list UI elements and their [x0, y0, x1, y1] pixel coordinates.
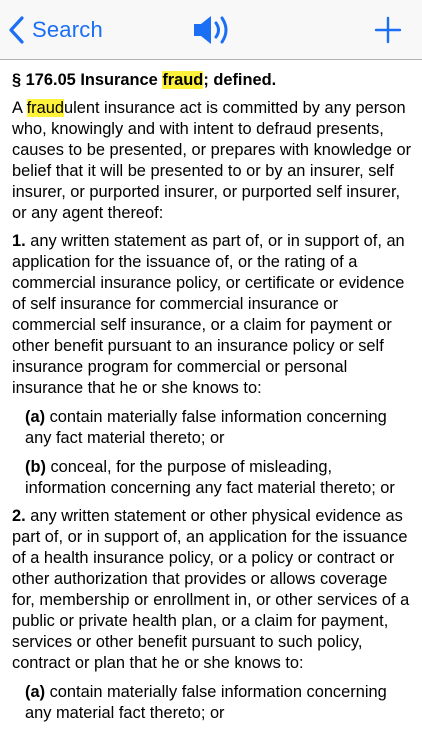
- search-highlight: fraud: [26, 99, 64, 117]
- navigation-bar: [0, 0, 422, 60]
- statute-text: [12, 60, 412, 724]
- item-label: (b): [25, 458, 46, 476]
- item-1b: (b) conceal, for the purpose of misleading, information concerning any fact material thereto; or: [25, 458, 395, 497]
- item-1: 1. any written statement as part of, or in support of, an application for the issuance of, or the rating of a commercial insurance policy, or certificate or evidence of self insurance for commercial insurance or commercial self insurance, or a claim for payment or other benefit pursuant to an insurance policy or self insurance program for commercial or personal insurance that he or she knows to:: [12, 232, 405, 397]
- intro-paragraph: A fraudulent insurance act is committed by any person who, knowingly and with intent to defraud presents, causes to be presented, or prepares with knowledge or belief that it will be presented to or by an insurer, self insurer, or purported insurer, or purported self insurer, or any agent thereof:: [12, 99, 412, 222]
- section-heading: § 176.05 Insurance fraud; defined.: [12, 71, 277, 89]
- item-label: (a): [25, 408, 46, 426]
- back-button-label: Search: [32, 17, 103, 42]
- chevron-left-icon: [8, 16, 24, 44]
- speak-button[interactable]: [191, 12, 233, 48]
- plus-icon: [374, 31, 402, 48]
- item-number: 2.: [12, 507, 26, 525]
- speaker-icon: [191, 35, 233, 52]
- search-highlight: fraud: [162, 71, 204, 89]
- item-label: (a): [25, 683, 46, 701]
- item-1a: (a) contain materially false information concerning any fact material thereto; or: [25, 408, 387, 447]
- back-button[interactable]: [8, 10, 103, 50]
- item-number: 1.: [12, 232, 26, 250]
- item-2a: (a) contain materially false information concerning any material fact thereto; or: [25, 683, 387, 722]
- add-button[interactable]: [374, 16, 402, 44]
- item-2: 2. any written statement or other physical evidence as part of, or in support of, an application for the issuance of a health insurance policy, or a policy or contract or other authorization that provides or allows coverage for, membership or enrollment in, or other services of a public or private health plan, or a claim for payment, services or other benefit pursuant to such policy, contract or plan that he or she knows to:: [12, 507, 410, 672]
